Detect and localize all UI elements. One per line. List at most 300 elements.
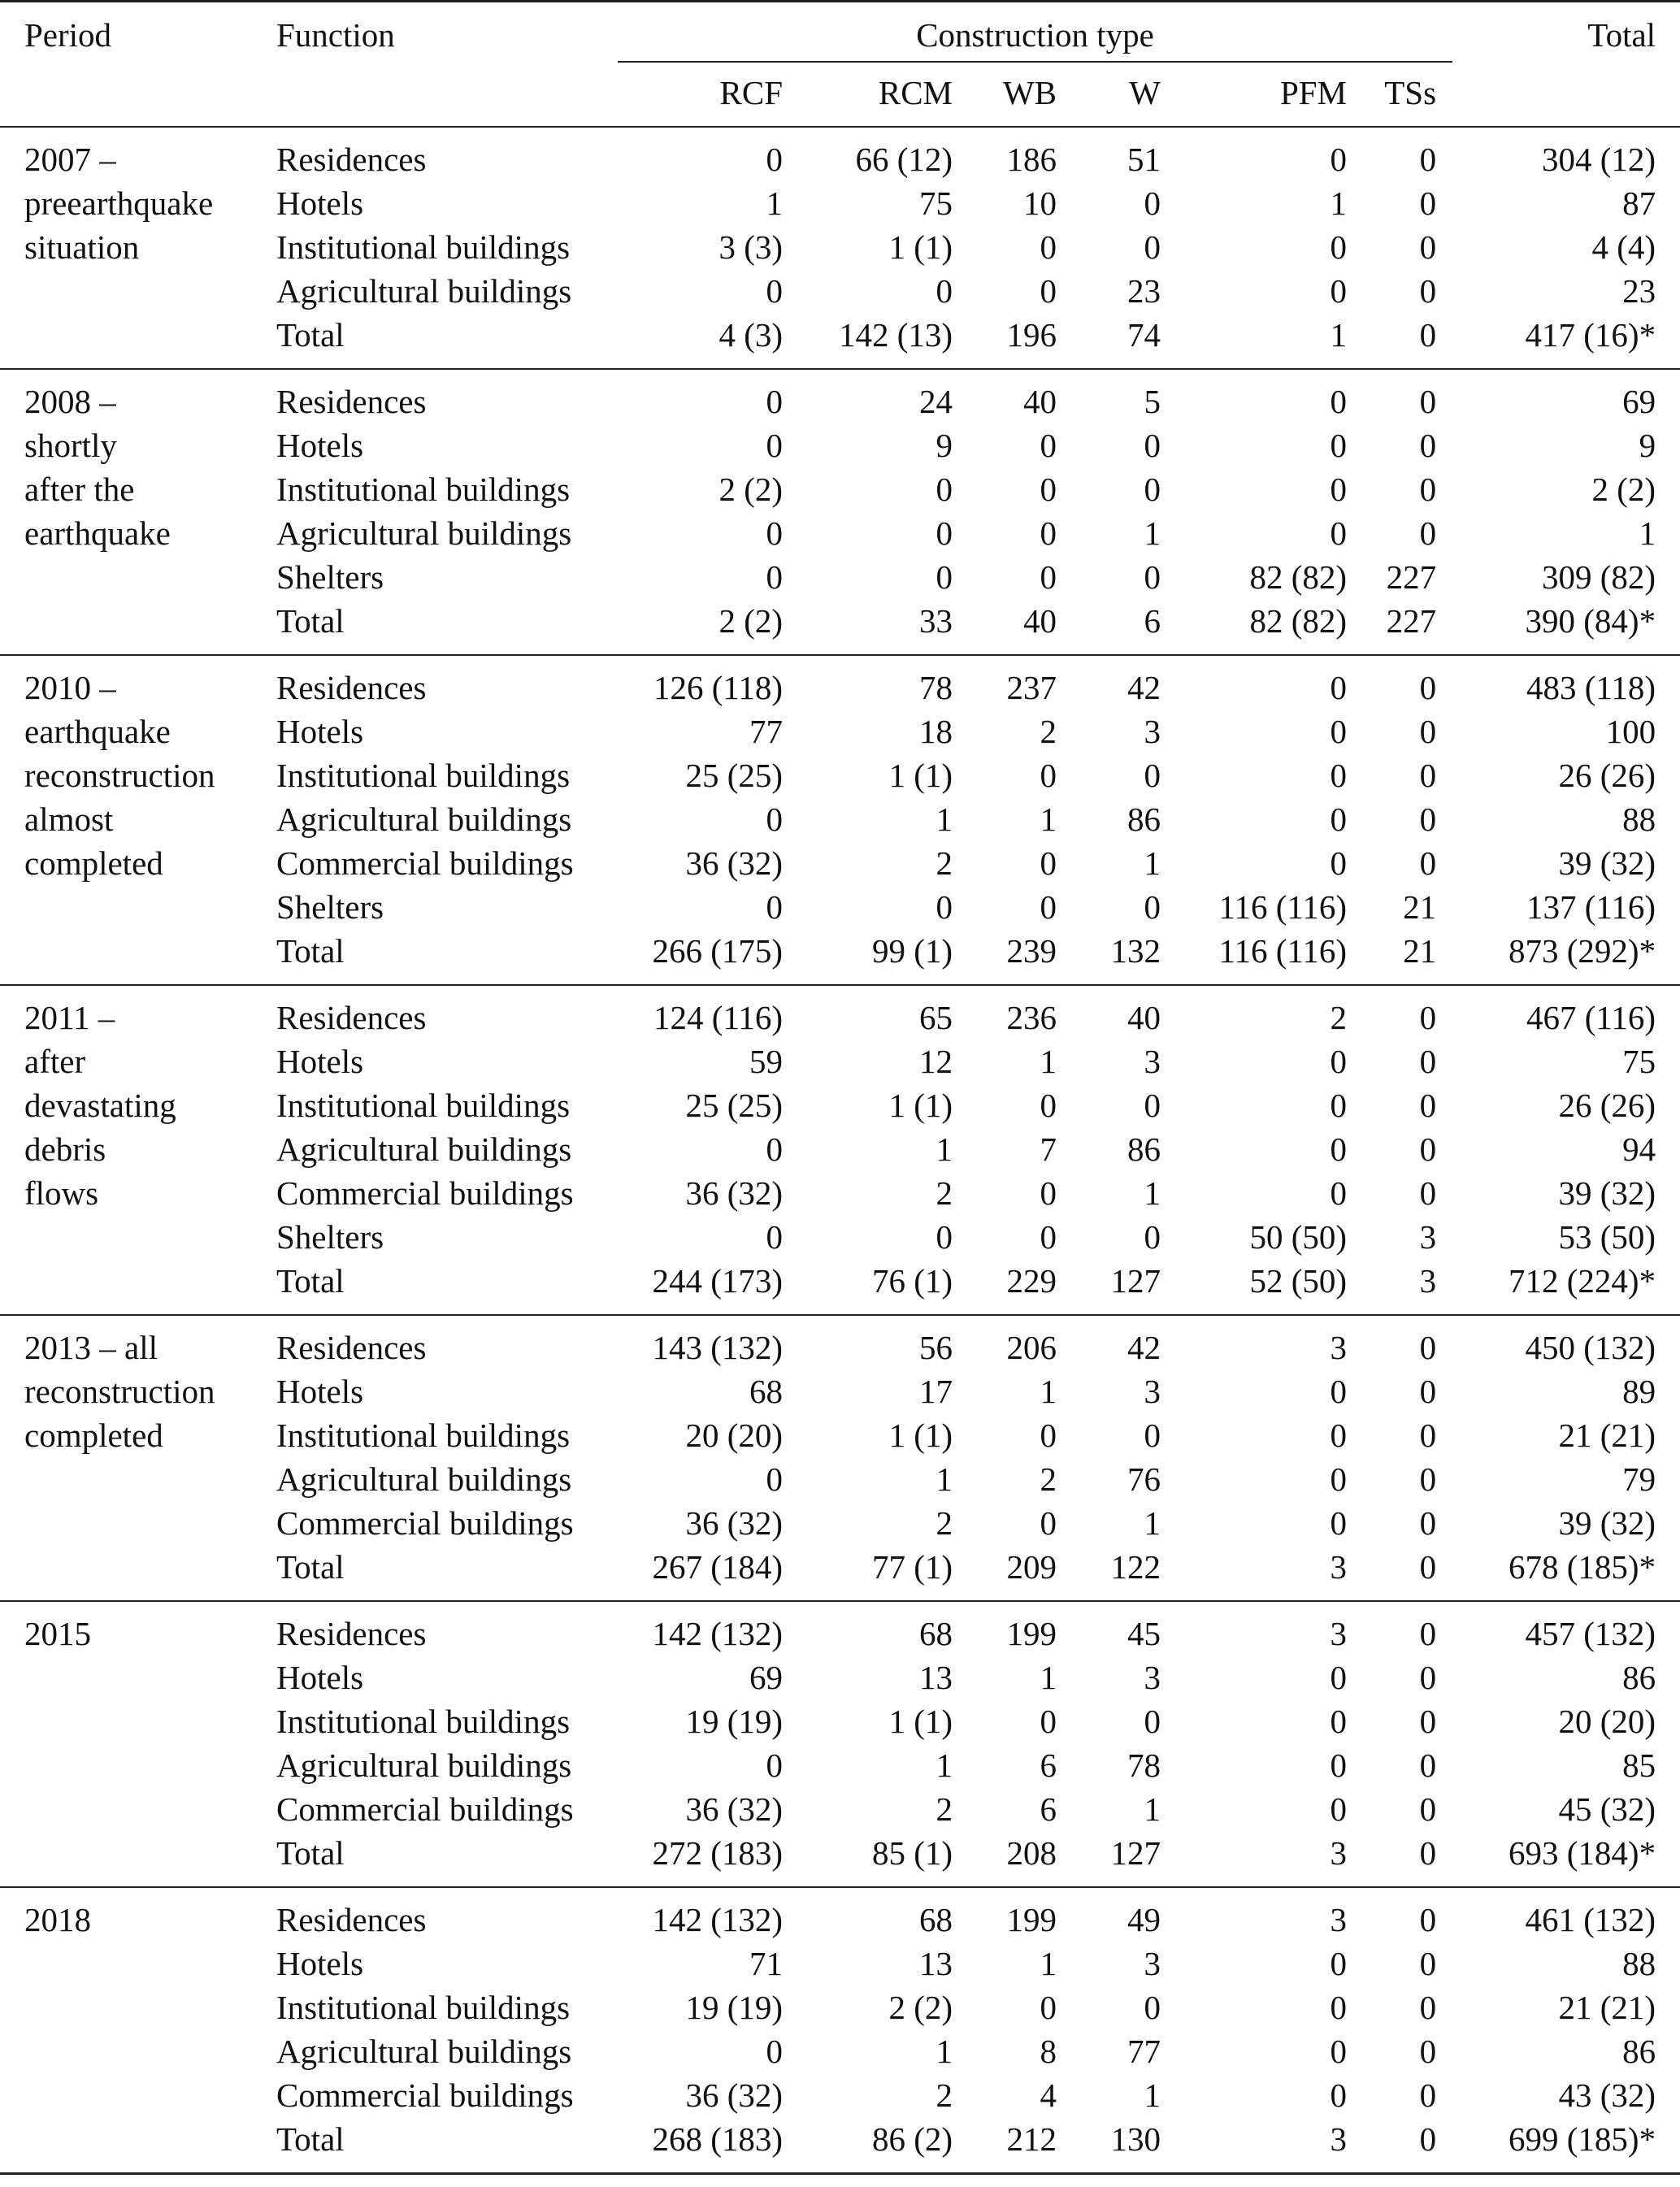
value-cell-pfm: 0 bbox=[1330, 1504, 1347, 1542]
value-cell-rcm: 2 bbox=[936, 844, 953, 882]
value-cell-rcm: 2 bbox=[936, 1504, 953, 1542]
period-label-line: completed bbox=[24, 1417, 163, 1454]
function-cell: Agricultural buildings bbox=[276, 1747, 572, 1784]
value-cell-rcm: 2 (2) bbox=[888, 1989, 953, 2026]
function-cell: Total bbox=[276, 1834, 345, 1872]
function-cell: Institutional buildings bbox=[276, 1087, 571, 1124]
function-cell: Agricultural buildings bbox=[276, 2033, 572, 2070]
value-cell-w: 0 bbox=[1144, 888, 1161, 926]
value-cell-pfm: 3 bbox=[1330, 1901, 1347, 1938]
value-cell-pfm: 0 bbox=[1330, 2033, 1347, 2070]
value-cell-wb: 0 bbox=[1040, 1703, 1057, 1740]
value-cell-rcm: 0 bbox=[936, 1218, 953, 1256]
total-cell: 461 (132) bbox=[1525, 1901, 1656, 1938]
value-cell-wb: 209 bbox=[1006, 1548, 1057, 1586]
value-cell-rcm: 0 bbox=[936, 888, 953, 926]
value-cell-wb: 0 bbox=[1040, 1218, 1057, 1256]
total-cell: 88 bbox=[1622, 801, 1656, 838]
value-cell-w: 1 bbox=[1144, 2076, 1161, 2114]
function-cell: Agricultural buildings bbox=[276, 1130, 572, 1168]
period-label-line: situation bbox=[24, 228, 140, 266]
value-cell-rcf: 1 bbox=[766, 184, 783, 222]
period-label-line: flows bbox=[24, 1174, 99, 1212]
value-cell-rcm: 33 bbox=[919, 602, 953, 640]
value-cell-w: 1 bbox=[1144, 1504, 1161, 1542]
total-cell: 26 (26) bbox=[1558, 757, 1656, 794]
value-cell-pfm: 3 bbox=[1330, 1329, 1347, 1366]
value-cell-tss: 0 bbox=[1419, 757, 1437, 794]
value-cell-pfm: 0 bbox=[1330, 669, 1347, 706]
value-cell-wb: 0 bbox=[1040, 272, 1057, 310]
total-cell: 137 (116) bbox=[1526, 888, 1656, 926]
value-cell-rcm: 0 bbox=[936, 272, 953, 310]
function-cell: Total bbox=[276, 602, 345, 640]
value-cell-rcf: 36 (32) bbox=[685, 844, 783, 882]
period-label-line: reconstruction bbox=[24, 1373, 215, 1410]
function-cell: Hotels bbox=[276, 427, 364, 464]
function-cell: Residences bbox=[276, 1329, 427, 1366]
value-cell-pfm: 3 bbox=[1330, 1548, 1347, 1586]
value-cell-rcf: 25 (25) bbox=[685, 1087, 783, 1124]
value-cell-rcm: 1 bbox=[936, 801, 953, 838]
header-construction-type bbox=[618, 2, 1452, 60]
value-cell-wb: 236 bbox=[1006, 999, 1057, 1036]
value-cell-rcf: 0 bbox=[766, 1130, 783, 1168]
value-cell-rcf: 3 (3) bbox=[718, 228, 783, 266]
value-cell-tss: 0 bbox=[1419, 999, 1437, 1036]
value-cell-wb: 237 bbox=[1006, 669, 1057, 706]
total-cell: 86 bbox=[1622, 2033, 1656, 2070]
function-cell: Agricultural buildings bbox=[276, 272, 572, 310]
total-cell: 86 bbox=[1622, 1659, 1656, 1696]
value-cell-rcm: 56 bbox=[919, 1329, 953, 1366]
value-cell-wb: 212 bbox=[1006, 2120, 1057, 2158]
total-cell: 1 bbox=[1639, 514, 1656, 552]
value-cell-pfm: 0 bbox=[1330, 141, 1347, 178]
period-group bbox=[0, 127, 1680, 369]
header-period: Period bbox=[24, 16, 112, 54]
value-cell-tss: 0 bbox=[1419, 1043, 1437, 1080]
value-cell-tss: 0 bbox=[1419, 1548, 1437, 1586]
value-cell-pfm: 3 bbox=[1330, 1615, 1347, 1652]
value-cell-rcf: 36 (32) bbox=[685, 1174, 783, 1212]
value-cell-wb: 0 bbox=[1040, 228, 1057, 266]
value-cell-rcm: 1 (1) bbox=[888, 1087, 953, 1124]
value-cell-rcf: 142 (132) bbox=[652, 1901, 783, 1938]
value-cell-wb: 40 bbox=[1023, 602, 1057, 640]
header-w: W bbox=[1129, 74, 1161, 111]
period-label-line: 2010 – bbox=[24, 669, 116, 706]
value-cell-pfm: 0 bbox=[1330, 1130, 1347, 1168]
value-cell-pfm: 0 bbox=[1330, 1417, 1347, 1454]
value-cell-w: 127 bbox=[1110, 1834, 1161, 1872]
period-group bbox=[0, 1601, 1680, 1887]
value-cell-wb: 0 bbox=[1040, 844, 1057, 882]
total-cell: 100 bbox=[1605, 713, 1656, 750]
period-label-line: shortly bbox=[24, 427, 117, 464]
value-cell-rcm: 9 bbox=[936, 427, 953, 464]
period-label-line: earthquake bbox=[24, 713, 171, 750]
function-cell: Commercial buildings bbox=[276, 1504, 574, 1542]
period-cell bbox=[0, 127, 276, 369]
value-cell-w: 122 bbox=[1110, 1548, 1161, 1586]
value-cell-rcf: 68 bbox=[749, 1373, 783, 1410]
function-cell: Institutional buildings bbox=[276, 1417, 571, 1454]
value-cell-wb: 0 bbox=[1040, 888, 1057, 926]
period-cell bbox=[0, 1887, 276, 2174]
value-cell-wb: 199 bbox=[1006, 1615, 1057, 1652]
period-group bbox=[0, 369, 1680, 655]
value-cell-tss: 227 bbox=[1386, 558, 1437, 596]
value-cell-pfm: 0 bbox=[1330, 471, 1347, 508]
period-cell bbox=[0, 369, 276, 655]
value-cell-wb: 10 bbox=[1023, 184, 1057, 222]
value-cell-pfm: 0 bbox=[1330, 383, 1347, 420]
value-cell-pfm: 0 bbox=[1330, 514, 1347, 552]
value-cell-pfm: 0 bbox=[1330, 228, 1347, 266]
function-cell: Shelters bbox=[276, 558, 384, 596]
value-cell-w: 0 bbox=[1144, 1087, 1161, 1124]
value-cell-rcf: 36 (32) bbox=[685, 1790, 783, 1828]
value-cell-pfm: 0 bbox=[1330, 1087, 1347, 1124]
value-cell-rcf: 272 (183) bbox=[652, 1834, 783, 1872]
total-cell: 21 (21) bbox=[1558, 1417, 1656, 1454]
value-cell-pfm: 1 bbox=[1330, 184, 1347, 222]
value-cell-tss: 0 bbox=[1419, 1945, 1437, 1982]
total-cell: 45 (32) bbox=[1558, 1790, 1656, 1828]
value-cell-rcf: 19 (19) bbox=[685, 1703, 783, 1740]
value-cell-pfm: 0 bbox=[1330, 1945, 1347, 1982]
value-cell-rcf: 266 (175) bbox=[652, 932, 783, 970]
construction-type-rule bbox=[618, 61, 1452, 63]
value-cell-rcm: 86 (2) bbox=[871, 2120, 953, 2158]
total-cell: 712 (224)* bbox=[1509, 1262, 1656, 1300]
function-cell: Total bbox=[276, 316, 345, 354]
function-cell: Hotels bbox=[276, 713, 364, 750]
value-cell-tss: 0 bbox=[1419, 1989, 1437, 2026]
value-cell-wb: 6 bbox=[1040, 1747, 1057, 1784]
value-cell-w: 49 bbox=[1127, 1901, 1161, 1938]
value-cell-rcm: 85 (1) bbox=[871, 1834, 953, 1872]
period-label-line: 2013 – all bbox=[24, 1329, 158, 1366]
table-header bbox=[0, 2, 1680, 128]
total-cell: 79 bbox=[1622, 1460, 1656, 1498]
value-cell-rcf: 0 bbox=[766, 1460, 783, 1498]
value-cell-w: 0 bbox=[1144, 184, 1161, 222]
value-cell-rcm: 13 bbox=[919, 1945, 953, 1982]
function-cell: Shelters bbox=[276, 1218, 384, 1256]
value-cell-wb: 186 bbox=[1006, 141, 1057, 178]
period-label-line: almost bbox=[24, 801, 114, 838]
value-cell-wb: 7 bbox=[1040, 1130, 1057, 1168]
value-cell-pfm: 82 (82) bbox=[1249, 602, 1347, 640]
value-cell-w: 0 bbox=[1144, 471, 1161, 508]
value-cell-w: 0 bbox=[1144, 1989, 1161, 2026]
total-cell: 69 bbox=[1622, 383, 1656, 420]
value-cell-w: 0 bbox=[1144, 1218, 1161, 1256]
value-cell-rcf: 4 (3) bbox=[718, 316, 783, 354]
value-cell-wb: 0 bbox=[1040, 1087, 1057, 1124]
value-cell-rcf: 2 (2) bbox=[718, 471, 783, 508]
value-cell-rcf: 0 bbox=[766, 2033, 783, 2070]
value-cell-rcm: 68 bbox=[919, 1901, 953, 1938]
function-cell: Commercial buildings bbox=[276, 844, 574, 882]
function-cell: Hotels bbox=[276, 1373, 364, 1410]
value-cell-rcf: 0 bbox=[766, 272, 783, 310]
period-cell bbox=[0, 985, 276, 1315]
value-cell-pfm: 0 bbox=[1330, 1460, 1347, 1498]
function-cell: Total bbox=[276, 2120, 345, 2158]
value-cell-wb: 4 bbox=[1040, 2076, 1057, 2114]
total-cell: 693 (184)* bbox=[1509, 1834, 1656, 1872]
header-blank bbox=[276, 59, 618, 127]
value-cell-rcm: 1 bbox=[936, 1460, 953, 1498]
value-cell-wb: 2 bbox=[1040, 713, 1057, 750]
value-cell-w: 3 bbox=[1144, 1373, 1161, 1410]
total-cell: 390 (84)* bbox=[1525, 602, 1656, 640]
value-cell-rcf: 59 bbox=[749, 1043, 783, 1080]
value-cell-rcm: 13 bbox=[919, 1659, 953, 1696]
value-cell-pfm: 3 bbox=[1330, 2120, 1347, 2158]
total-cell: 467 (116) bbox=[1526, 999, 1656, 1036]
value-cell-tss: 3 bbox=[1419, 1218, 1437, 1256]
value-cell-wb: 0 bbox=[1040, 427, 1057, 464]
value-cell-rcf: 0 bbox=[766, 427, 783, 464]
value-cell-rcf: 0 bbox=[766, 801, 783, 838]
value-cell-tss: 0 bbox=[1419, 383, 1437, 420]
value-cell-pfm: 0 bbox=[1330, 1703, 1347, 1740]
period-cell bbox=[0, 1315, 276, 1601]
table-row bbox=[0, 655, 1680, 709]
value-cell-rcm: 17 bbox=[919, 1373, 953, 1410]
value-cell-w: 3 bbox=[1144, 1043, 1161, 1080]
value-cell-wb: 199 bbox=[1006, 1901, 1057, 1938]
function-cell: Institutional buildings bbox=[276, 228, 571, 266]
value-cell-w: 3 bbox=[1144, 1945, 1161, 1982]
total-cell: 88 bbox=[1622, 1945, 1656, 1982]
total-cell: 873 (292)* bbox=[1509, 932, 1656, 970]
header-construction-type-label: Construction type bbox=[916, 16, 1154, 54]
value-cell-w: 23 bbox=[1127, 272, 1161, 310]
period-label-line: 2018 bbox=[24, 1901, 91, 1938]
value-cell-tss: 21 bbox=[1403, 932, 1437, 970]
value-cell-w: 0 bbox=[1144, 228, 1161, 266]
value-cell-rcm: 24 bbox=[919, 383, 953, 420]
value-cell-rcf: 2 (2) bbox=[718, 602, 783, 640]
header-blank bbox=[1452, 59, 1680, 127]
value-cell-pfm: 0 bbox=[1330, 1989, 1347, 2026]
value-cell-tss: 0 bbox=[1419, 1460, 1437, 1498]
value-cell-w: 86 bbox=[1127, 1130, 1161, 1168]
value-cell-rcf: 0 bbox=[766, 558, 783, 596]
value-cell-tss: 0 bbox=[1419, 2120, 1437, 2158]
value-cell-wb: 206 bbox=[1006, 1329, 1057, 1366]
total-cell: 39 (32) bbox=[1558, 1504, 1656, 1542]
value-cell-rcm: 12 bbox=[919, 1043, 953, 1080]
value-cell-w: 3 bbox=[1144, 713, 1161, 750]
function-cell: Agricultural buildings bbox=[276, 801, 572, 838]
value-cell-tss: 227 bbox=[1386, 602, 1437, 640]
period-label-line: 2008 – bbox=[24, 383, 116, 420]
period-group bbox=[0, 655, 1680, 985]
value-cell-pfm: 0 bbox=[1330, 1747, 1347, 1784]
period-cell bbox=[0, 655, 276, 985]
value-cell-w: 42 bbox=[1127, 1329, 1161, 1366]
value-cell-tss: 3 bbox=[1419, 1262, 1437, 1300]
value-cell-tss: 0 bbox=[1419, 1130, 1437, 1168]
header-rcm: RCM bbox=[878, 74, 953, 111]
total-cell: 309 (82) bbox=[1542, 558, 1656, 596]
function-cell: Institutional buildings bbox=[276, 757, 571, 794]
value-cell-pfm: 2 bbox=[1330, 999, 1347, 1036]
value-cell-rcm: 77 (1) bbox=[871, 1548, 953, 1586]
value-cell-rcm: 1 bbox=[936, 1130, 953, 1168]
value-cell-pfm: 0 bbox=[1330, 757, 1347, 794]
value-cell-rcm: 1 bbox=[936, 1747, 953, 1784]
value-cell-tss: 0 bbox=[1419, 471, 1437, 508]
value-cell-tss: 0 bbox=[1419, 1901, 1437, 1938]
value-cell-tss: 0 bbox=[1419, 1373, 1437, 1410]
value-cell-pfm: 0 bbox=[1330, 427, 1347, 464]
period-cell bbox=[0, 1601, 276, 1887]
value-cell-tss: 0 bbox=[1419, 801, 1437, 838]
value-cell-pfm: 50 (50) bbox=[1249, 1218, 1347, 1256]
value-cell-pfm: 0 bbox=[1330, 1373, 1347, 1410]
value-cell-tss: 0 bbox=[1419, 1087, 1437, 1124]
value-cell-tss: 0 bbox=[1419, 427, 1437, 464]
function-cell: Agricultural buildings bbox=[276, 514, 572, 552]
value-cell-wb: 1 bbox=[1040, 1373, 1057, 1410]
function-cell: Hotels bbox=[276, 184, 364, 222]
header-total: Total bbox=[1587, 16, 1656, 54]
value-cell-w: 3 bbox=[1144, 1659, 1161, 1696]
value-cell-tss: 0 bbox=[1419, 1790, 1437, 1828]
value-cell-rcm: 68 bbox=[919, 1615, 953, 1652]
value-cell-pfm: 0 bbox=[1330, 844, 1347, 882]
function-cell: Total bbox=[276, 1262, 345, 1300]
value-cell-tss: 0 bbox=[1419, 1703, 1437, 1740]
value-cell-tss: 0 bbox=[1419, 1747, 1437, 1784]
function-cell: Commercial buildings bbox=[276, 2076, 574, 2114]
value-cell-w: 51 bbox=[1127, 141, 1161, 178]
value-cell-rcf: 69 bbox=[749, 1659, 783, 1696]
value-cell-wb: 208 bbox=[1006, 1834, 1057, 1872]
header-blank bbox=[0, 59, 276, 127]
value-cell-w: 5 bbox=[1144, 383, 1161, 420]
header-pfm: PFM bbox=[1279, 74, 1347, 111]
function-cell: Shelters bbox=[276, 888, 384, 926]
value-cell-rcf: 71 bbox=[749, 1945, 783, 1982]
value-cell-rcf: 126 (118) bbox=[653, 669, 783, 706]
total-cell: 94 bbox=[1622, 1130, 1656, 1168]
function-cell: Residences bbox=[276, 383, 427, 420]
value-cell-pfm: 116 (116) bbox=[1218, 932, 1347, 970]
period-label-line: earthquake bbox=[24, 514, 171, 552]
function-cell: Commercial buildings bbox=[276, 1790, 574, 1828]
value-cell-rcf: 142 (132) bbox=[652, 1615, 783, 1652]
value-cell-rcf: 77 bbox=[749, 713, 783, 750]
value-cell-tss: 0 bbox=[1419, 2033, 1437, 2070]
value-cell-rcm: 2 bbox=[936, 1174, 953, 1212]
value-cell-rcm: 0 bbox=[936, 514, 953, 552]
value-cell-rcf: 124 (116) bbox=[653, 999, 783, 1036]
total-cell: 2 (2) bbox=[1591, 471, 1656, 508]
function-cell: Institutional buildings bbox=[276, 471, 571, 508]
period-label-line: debris bbox=[24, 1130, 106, 1168]
value-cell-wb: 0 bbox=[1040, 558, 1057, 596]
total-cell: 678 (185)* bbox=[1509, 1548, 1656, 1586]
function-cell: Hotels bbox=[276, 1043, 364, 1080]
value-cell-w: 1 bbox=[1144, 1174, 1161, 1212]
value-cell-tss: 0 bbox=[1419, 713, 1437, 750]
total-cell: 87 bbox=[1622, 184, 1656, 222]
value-cell-rcf: 143 (132) bbox=[652, 1329, 783, 1366]
value-cell-wb: 1 bbox=[1040, 1945, 1057, 1982]
function-cell: Institutional buildings bbox=[276, 1989, 571, 2026]
value-cell-w: 0 bbox=[1144, 757, 1161, 794]
value-cell-w: 0 bbox=[1144, 558, 1161, 596]
value-cell-pfm: 0 bbox=[1330, 713, 1347, 750]
value-cell-pfm: 52 (50) bbox=[1249, 1262, 1347, 1300]
value-cell-rcm: 99 (1) bbox=[871, 932, 953, 970]
value-cell-w: 1 bbox=[1144, 844, 1161, 882]
value-cell-rcm: 142 (13) bbox=[838, 316, 953, 354]
value-cell-w: 127 bbox=[1110, 1262, 1161, 1300]
value-cell-w: 0 bbox=[1144, 1417, 1161, 1454]
table-row bbox=[0, 1887, 1680, 1942]
value-cell-tss: 0 bbox=[1419, 1417, 1437, 1454]
total-cell: 89 bbox=[1622, 1373, 1656, 1410]
value-cell-rcf: 244 (173) bbox=[652, 1262, 783, 1300]
period-label-line: 2011 – bbox=[24, 999, 115, 1036]
value-cell-wb: 0 bbox=[1040, 514, 1057, 552]
header-function: Function bbox=[276, 16, 395, 54]
function-cell: Residences bbox=[276, 999, 427, 1036]
header-tss: TSs bbox=[1384, 74, 1437, 111]
value-cell-pfm: 116 (116) bbox=[1218, 888, 1347, 926]
value-cell-pfm: 82 (82) bbox=[1249, 558, 1347, 596]
value-cell-wb: 0 bbox=[1040, 1989, 1057, 2026]
value-cell-wb: 0 bbox=[1040, 1504, 1057, 1542]
value-cell-wb: 239 bbox=[1006, 932, 1057, 970]
value-cell-rcm: 1 (1) bbox=[888, 228, 953, 266]
value-cell-rcf: 0 bbox=[766, 1747, 783, 1784]
value-cell-pfm: 0 bbox=[1330, 1790, 1347, 1828]
value-cell-tss: 0 bbox=[1419, 1174, 1437, 1212]
value-cell-wb: 229 bbox=[1006, 1262, 1057, 1300]
value-cell-wb: 6 bbox=[1040, 1790, 1057, 1828]
value-cell-wb: 1 bbox=[1040, 1043, 1057, 1080]
total-cell: 450 (132) bbox=[1525, 1329, 1656, 1366]
value-cell-wb: 1 bbox=[1040, 801, 1057, 838]
total-cell: 21 (21) bbox=[1558, 1989, 1656, 2026]
total-cell: 20 (20) bbox=[1558, 1703, 1656, 1740]
value-cell-wb: 1 bbox=[1040, 1659, 1057, 1696]
value-cell-wb: 0 bbox=[1040, 1417, 1057, 1454]
value-cell-rcm: 78 bbox=[919, 669, 953, 706]
value-cell-tss: 0 bbox=[1419, 1615, 1437, 1652]
total-cell: 39 (32) bbox=[1558, 844, 1656, 882]
value-cell-rcm: 1 (1) bbox=[888, 1703, 953, 1740]
period-group bbox=[0, 1315, 1680, 1601]
value-cell-pfm: 3 bbox=[1330, 1834, 1347, 1872]
total-cell: 43 (32) bbox=[1558, 2076, 1656, 2114]
value-cell-rcm: 0 bbox=[936, 471, 953, 508]
value-cell-rcm: 0 bbox=[936, 558, 953, 596]
table-row bbox=[0, 985, 1680, 1039]
total-cell: 23 bbox=[1622, 272, 1656, 310]
value-cell-rcf: 36 (32) bbox=[685, 1504, 783, 1542]
